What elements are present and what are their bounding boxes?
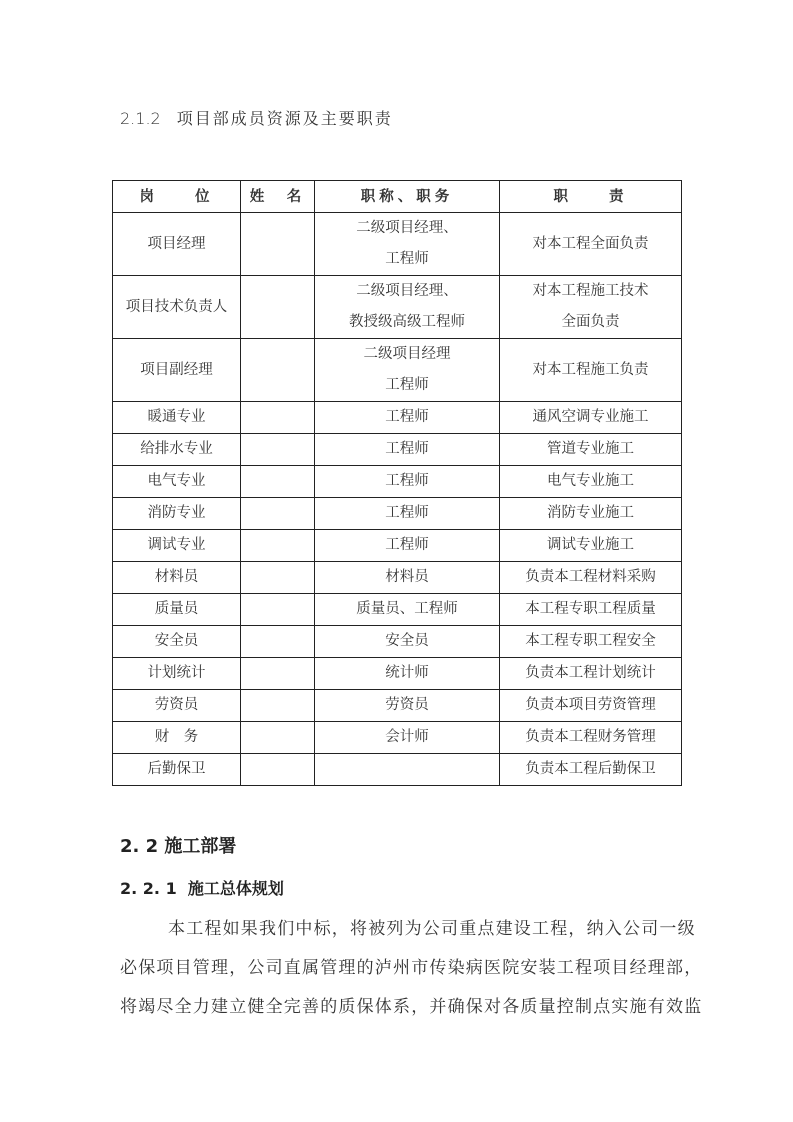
cell-duty [500,690,682,722]
cell-duty [500,466,682,498]
cell-name [241,690,315,722]
section-2-2-1-heading: 2. 2. 1 施工总体规划 [120,879,284,898]
cell-name [241,562,315,594]
cell-title-line: 安全员 [385,633,429,649]
cell-name [241,626,315,658]
cell-title [315,402,500,434]
cell-duty-line: 负责本工程材料采购 [525,569,656,585]
cell-name [241,594,315,626]
table-row [113,402,682,434]
table-row [113,498,682,530]
cell-position: 调试专业 [113,530,241,562]
table-row [113,530,682,562]
cell-duty [500,498,682,530]
cell-duty-line: 全面负责 [561,314,620,330]
cell-duty-line: 对本工程施工技术 [532,283,649,299]
cell-duty-line: 电气专业施工 [547,473,634,489]
body-paragraph: 本工程如果我们中标，将被列为公司重点建设工程，纳入公司一级必保项目管理，公司直属管理的泸州市传染病医院安装工程项目经理部，将竭尽全力建立健全完善的质保体系，并确保对各质量控制点实施有效监 [120,919,703,1017]
cell-duty [500,434,682,466]
cell-title-line: 二级项目经理 [363,346,451,362]
cell-title [315,562,500,594]
cell-duty [500,339,682,402]
cell-duty-line: 负责本工程计划统计 [525,665,656,681]
cell-duty-line: 管道专业施工 [547,441,634,457]
table-row [113,690,682,722]
cell-title [315,498,500,530]
table-row [113,213,682,276]
cell-position: 后勤保卫 [113,754,241,786]
cell-title [315,722,500,754]
cell-position: 劳资员 [113,690,241,722]
cell-title [315,658,500,690]
cell-title-line: 材料员 [385,569,429,585]
cell-position: 给排水专业 [113,434,241,466]
cell-name [241,498,315,530]
cell-title-line: 教授级高级工程师 [349,314,465,330]
cell-position: 暖通专业 [113,402,241,434]
table-row [113,339,682,402]
cell-title-line: 二级项目经理、 [356,283,458,299]
cell-duty-line: 调试专业施工 [547,537,634,553]
cell-duty-line: 负责本工程财务管理 [525,729,656,745]
table-row [113,658,682,690]
cell-duty-line: 本工程专职工程质量 [525,601,656,617]
cell-name [241,722,315,754]
table-row [113,562,682,594]
cell-title [315,626,500,658]
cell-duty-line: 消防专业施工 [547,505,634,521]
cell-position: 安全员 [113,626,241,658]
cell-duty [500,754,682,786]
header-duty: 职 责 [500,181,682,213]
cell-duty-line: 对本工程全面负责 [532,235,649,252]
header-title: 职称、职务 [315,181,500,213]
cell-title-line: 工程师 [385,441,429,457]
staff-table [112,180,682,786]
cell-duty-line: 对本工程施工负责 [532,361,649,378]
cell-title-line: 工程师 [385,409,429,425]
table-row [113,626,682,658]
cell-title-line: 会计师 [385,729,429,745]
header-position: 岗 位 [113,181,241,213]
cell-duty-line: 通风空调专业施工 [532,409,649,425]
cell-title-line: 工程师 [385,377,429,393]
cell-position: 电气专业 [113,466,241,498]
cell-name [241,213,315,276]
cell-title [315,466,500,498]
cell-duty [500,626,682,658]
cell-duty [500,530,682,562]
section-heading [120,106,393,129]
cell-title-line: 统计师 [385,665,429,681]
cell-position: 计划统计 [113,658,241,690]
cell-name [241,530,315,562]
table-row [113,434,682,466]
cell-duty [500,722,682,754]
cell-title-line: 工程师 [385,473,429,489]
header-name: 姓 名 [241,181,315,213]
cell-position: 消防专业 [113,498,241,530]
table-row [113,466,682,498]
cell-duty [500,213,682,276]
section-number: 2.1.2 [120,109,161,128]
cell-duty-line: 负责本项目劳资管理 [525,697,656,713]
cell-title [315,690,500,722]
cell-name [241,276,315,339]
cell-position: 财 务 [113,722,241,754]
cell-title [315,594,500,626]
cell-duty [500,594,682,626]
section-title: 项目部成员资源及主要职责 [176,109,393,128]
cell-title-line: 工程师 [385,505,429,521]
table-row [113,276,682,339]
table-header-row [113,181,682,213]
cell-position: 材料员 [113,562,241,594]
cell-name [241,466,315,498]
cell-duty-line: 负责本工程后勤保卫 [525,761,656,777]
cell-title-line: 质量员、工程师 [356,601,458,617]
table-row [113,754,682,786]
cell-position: 项目经理 [113,213,241,276]
cell-position: 质量员 [113,594,241,626]
cell-position: 项目副经理 [113,339,241,402]
cell-title-line: 二级项目经理、 [356,220,458,236]
cell-name [241,658,315,690]
cell-name [241,434,315,466]
cell-duty [500,562,682,594]
cell-name [241,754,315,786]
cell-name [241,339,315,402]
section-2-2-heading: 2. 2 施工部署 [120,836,237,857]
cell-title [315,434,500,466]
cell-duty [500,276,682,339]
cell-title [315,213,500,276]
cell-title [315,276,500,339]
cell-title [315,530,500,562]
cell-title [315,339,500,402]
cell-position: 项目技术负责人 [113,276,241,339]
cell-title [315,754,500,786]
table-row [113,594,682,626]
cell-title-line: 工程师 [385,537,429,553]
cell-name [241,402,315,434]
cell-duty [500,402,682,434]
cell-title-line: 工程师 [385,251,429,267]
table-row [113,722,682,754]
cell-duty-line: 本工程专职工程安全 [525,633,656,649]
cell-duty [500,658,682,690]
cell-title-line: 劳资员 [385,697,429,713]
